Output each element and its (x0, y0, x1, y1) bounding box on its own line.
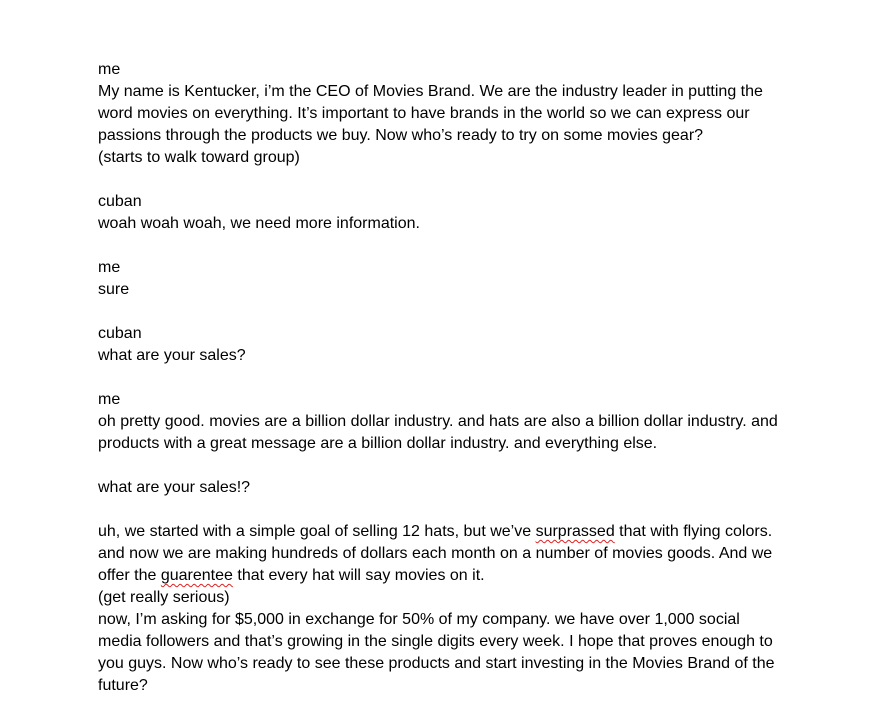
dialogue-line: you guys. Now who’s ready to see these products and start investing in the Movies Brand of the (98, 655, 775, 672)
speaker-label: me (98, 61, 121, 78)
dialogue-line: what are your sales!? (98, 479, 251, 496)
text-segment: offer the (98, 567, 161, 584)
dialogue-line: oh pretty good. movies are a billion dollar industry. and hats are also a billion dollar industry. and (98, 413, 778, 430)
speaker-label: cuban (98, 325, 142, 342)
text-segment: that with flying colors. (614, 523, 773, 540)
dialogue-line (98, 521, 858, 543)
dialogue-line: media followers and that’s growing in the single digits every week. I hope that proves enough to (98, 633, 773, 650)
stage-direction: (get really serious) (98, 589, 230, 606)
text-segment: uh, we started with a simple goal of selling 12 hats, but we’ve (98, 523, 536, 540)
spellcheck-flagged-word[interactable]: guarentee (160, 567, 233, 584)
dialogue-line: My name is Kentucker, i’m the CEO of Movies Brand. We are the industry leader in putting the (98, 83, 763, 100)
blank-line (98, 169, 858, 191)
speaker-label: me (98, 391, 121, 408)
text-segment: that every hat will say movies on it. (232, 567, 485, 584)
blank-line (98, 301, 858, 323)
stage-direction: (starts to walk toward group) (98, 149, 300, 166)
dialogue-line: now, I’m asking for $5,000 in exchange for 50% of my company. we have over 1,000 social (98, 611, 740, 628)
dialogue-line: products with a great message are a billion dollar industry. and everything else. (98, 435, 658, 452)
dialogue-line: passions through the products we buy. Now who’s ready to try on some movies gear? (98, 127, 704, 144)
blank-line (98, 367, 858, 389)
dialogue-line: woah woah woah, we need more information. (98, 215, 420, 232)
document-body (98, 59, 858, 697)
dialogue-line: future? (98, 677, 148, 694)
spellcheck-flagged-word[interactable]: surprassed (535, 523, 615, 540)
dialogue-line (98, 565, 858, 587)
blank-line (98, 499, 858, 521)
speaker-label: cuban (98, 193, 142, 210)
dialogue-line: sure (98, 281, 130, 298)
blank-line (98, 455, 858, 477)
dialogue-line: what are your sales? (98, 347, 246, 364)
dialogue-line: and now we are making hundreds of dollars each month on a number of movies goods. And we (98, 545, 773, 562)
blank-line (98, 235, 858, 257)
speaker-label: me (98, 259, 121, 276)
dialogue-line: word movies on everything. It’s important to have brands in the world so we can express our (98, 105, 750, 122)
